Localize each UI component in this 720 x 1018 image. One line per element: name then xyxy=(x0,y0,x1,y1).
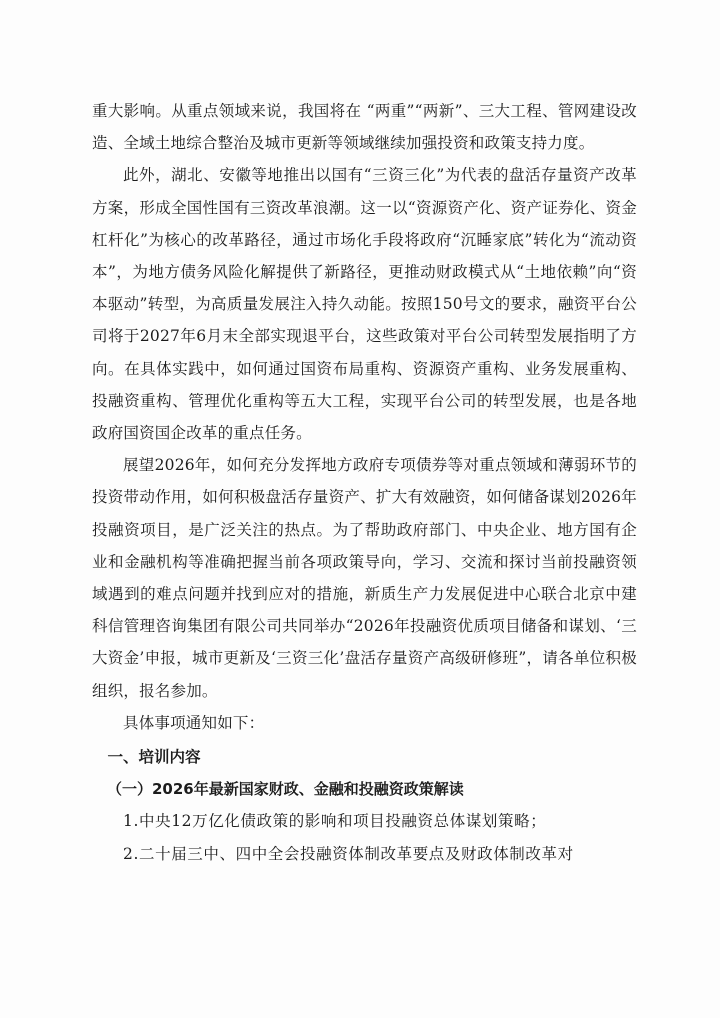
paragraph-three-assets-reform: 此外，湖北、安徽等地推出以国有“三资三化”为代表的盘活存量资产改革方案，形成全国性国有三资改革浪潮。这一以“资源资产化、资产证券化、资金杠杆化”为核心的改革路径，通过市场化手段将政府“沉睡家底”转化为“流动资本”，为地方债务风险化解提供了新路径，更推动财政模式从“土地依赖”向“资本驱动”转型，为高质量发展注入持久动能。按照150号文的要求，融资平台公司将于2027年6月末全部实现退平台，这些政策对平台公司转型发展指明了方向。在具体实践中，如何通过国资布局重构、资源资产重构、业务发展重构、投融资重构、管理优化重构等五大工程，实现平台公司的转型发展，也是各地政府国资国企改革的重点任务。 xyxy=(92,166,637,443)
paragraph-notice-intro: 具体事项通知如下： xyxy=(123,713,265,732)
paragraph-policy-impact: 重大影响。从重点领域来说，我国将在 “两重”“两新”、三大工程、管网建设改造、全域土地综合整治及城市更新等领域继续加强投资和政策支持力度。 xyxy=(92,102,637,153)
section-heading-training-content: 一、培训内容 xyxy=(107,748,201,767)
list-item-2: 2.二十届三中、四中全会投融资体制改革要点及财政体制改革对 xyxy=(123,844,574,863)
subsection-heading-policy-interpretation: （一）2026年最新国家财政、金融和投融资政策解读 xyxy=(107,780,464,799)
paragraph-outlook-2026: 展望2026年，如何充分发挥地方政府专项债券等对重点领域和薄弱环节的投资带动作用，如何积极盘活存量资产、扩大有效融资，如何储备谋划2026年投融资项目，是广泛关注的热点。为了帮助政府部门、中央企业、地方国有企业和金融机构等准确把握当前各项政策导向，学习、交流和探讨当前投融资领域遇到的难点问题并找到应对的措施，新质生产力发展促进中心联合北京中建科信管理咨询集团有限公司共同举办“2026年投融资优质项目储备和谋划、‘三大资金’申报，城市更新及‘三资三化’盘活存量资产高级研修班”，请各单位积极组织，报名参加。 xyxy=(92,456,637,700)
document-body xyxy=(92,95,637,870)
list-item-1: 1.中央12万亿化债政策的影响和项目投融资总体谋划策略； xyxy=(123,812,547,831)
